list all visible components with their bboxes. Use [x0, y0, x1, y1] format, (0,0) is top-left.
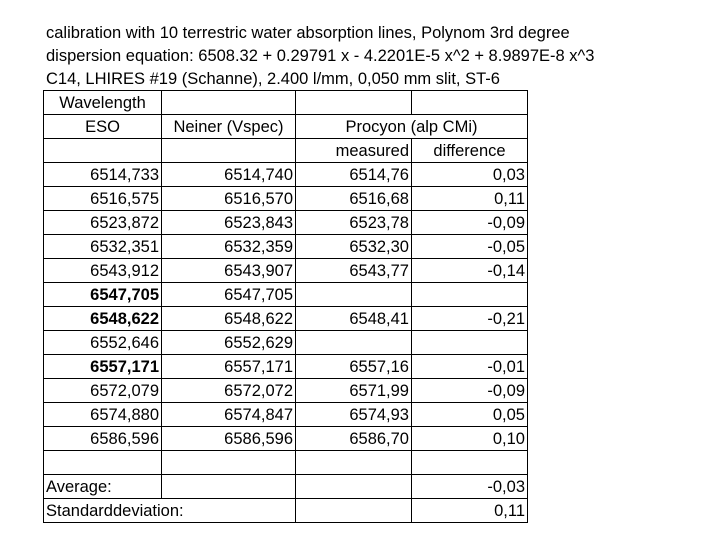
- eso-heading: ESO: [44, 115, 162, 139]
- difference-heading: difference: [412, 139, 528, 163]
- header-row-3: [44, 139, 528, 163]
- table-row: 6547,705 6547,705: [44, 283, 528, 307]
- table-row: 6523,872 6523,843 6523,78 -0,09: [44, 211, 528, 235]
- table-row: 6516,575 6516,570 6516,68 0,11: [44, 187, 528, 211]
- table-row: 6572,079 6572,072 6571,99 -0,09: [44, 379, 528, 403]
- table-row: 6557,171 6557,171 6557,16 -0,01: [44, 355, 528, 379]
- average-label: Average:: [44, 475, 162, 499]
- table-row: 6552,646 6552,629: [44, 331, 528, 355]
- table-row: 6586,596 6586,596 6586,70 0,10: [44, 427, 528, 451]
- average-value: -0,03: [412, 475, 528, 499]
- wavelength-heading: Wavelength: [44, 91, 162, 115]
- instrument-line: C14, LHIRES #19 (Schanne), 2.400 l/mm, 0,050 mm slit, ST-6: [46, 70, 500, 88]
- header-row-1: [44, 91, 528, 115]
- header-row-2: [44, 115, 528, 139]
- calibration-line: calibration with 10 terrestric water absorption lines, Polynom 3rd degree: [46, 24, 570, 42]
- procyon-heading: Procyon (alp CMi): [296, 115, 528, 139]
- table-row: 6532,351 6532,359 6532,30 -0,05: [44, 235, 528, 259]
- blank-row: [44, 451, 528, 475]
- table-row: 6574,880 6574,847 6574,93 0,05: [44, 403, 528, 427]
- measured-heading: measured: [296, 139, 412, 163]
- stddev-row: [44, 499, 528, 523]
- stddev-label: Standarddeviation:: [44, 499, 296, 523]
- document-header: [46, 22, 706, 91]
- table-row: 6548,622 6548,622 6548,41 -0,21: [44, 307, 528, 331]
- table-row: 6514,733 6514,740 6514,76 0,03: [44, 163, 528, 187]
- average-row: [44, 475, 528, 499]
- calibration-table: [43, 90, 528, 523]
- dispersion-equation-line: dispersion equation: 6508.32 + 0.29791 x - 4.2201E-5 x^2 + 8.9897E-8 x^3: [46, 47, 595, 65]
- table-row: 6543,912 6543,907 6543,77 -0,14: [44, 259, 528, 283]
- stddev-value: 0,11: [412, 499, 528, 523]
- neiner-heading: Neiner (Vspec): [162, 115, 296, 139]
